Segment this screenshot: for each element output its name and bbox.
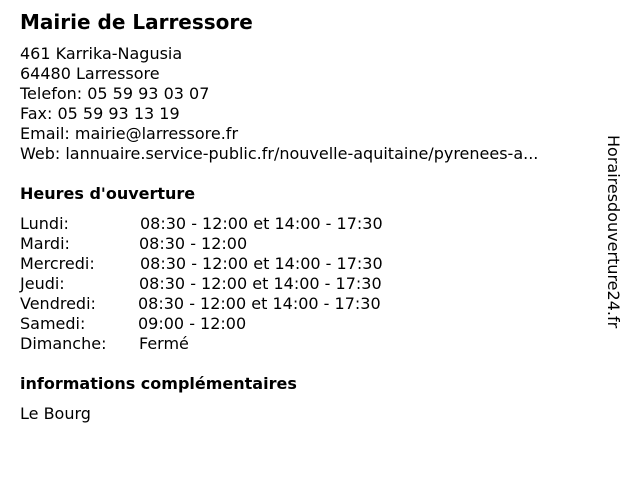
address-street: 461 Karrika-Nagusia [20,44,183,63]
website-link: Web: lannuaire.service-public.fr/nouvelle-aquitaine/pyrenees-a... [20,144,539,163]
contact-block [20,44,538,164]
day-label: Vendredi: [20,294,96,313]
day-label: Mardi: [20,234,70,253]
day-hours: 08:30 - 12:00 et 14:00 - 17:30 [140,254,383,273]
day-hours: 08:30 - 12:00 et 14:00 - 17:30 [138,294,381,313]
opening-hours-heading: Heures d'ouverture [20,184,196,203]
day-hours: 09:00 - 12:00 [138,314,247,333]
day-label: Samedi: [20,314,86,333]
day-hours: 08:30 - 12:00 [139,234,248,253]
day-hours: 08:30 - 12:00 et 14:00 - 17:30 [139,274,382,293]
phone-number: Telefon: 05 59 93 03 07 [20,84,210,103]
day-label: Dimanche: [20,334,107,353]
day-label: Lundi: [20,214,69,233]
day-hours: Fermé [139,334,189,353]
address-city: 64480 Larressore [20,64,160,83]
email-address: Email: mairie@larressore.fr [20,124,239,143]
additional-info-text: Le Bourg [20,404,91,423]
additional-info-heading: informations complémentaires [20,374,297,393]
day-hours: 08:30 - 12:00 et 14:00 - 17:30 [140,214,383,233]
site-brand-watermark: Horairesdouverture24.fr [604,135,623,329]
page-title: Mairie de Larressore [20,10,253,34]
day-label: Mercredi: [20,254,95,273]
fax-number: Fax: 05 59 93 13 19 [20,104,180,123]
day-label: Jeudi: [20,274,65,293]
